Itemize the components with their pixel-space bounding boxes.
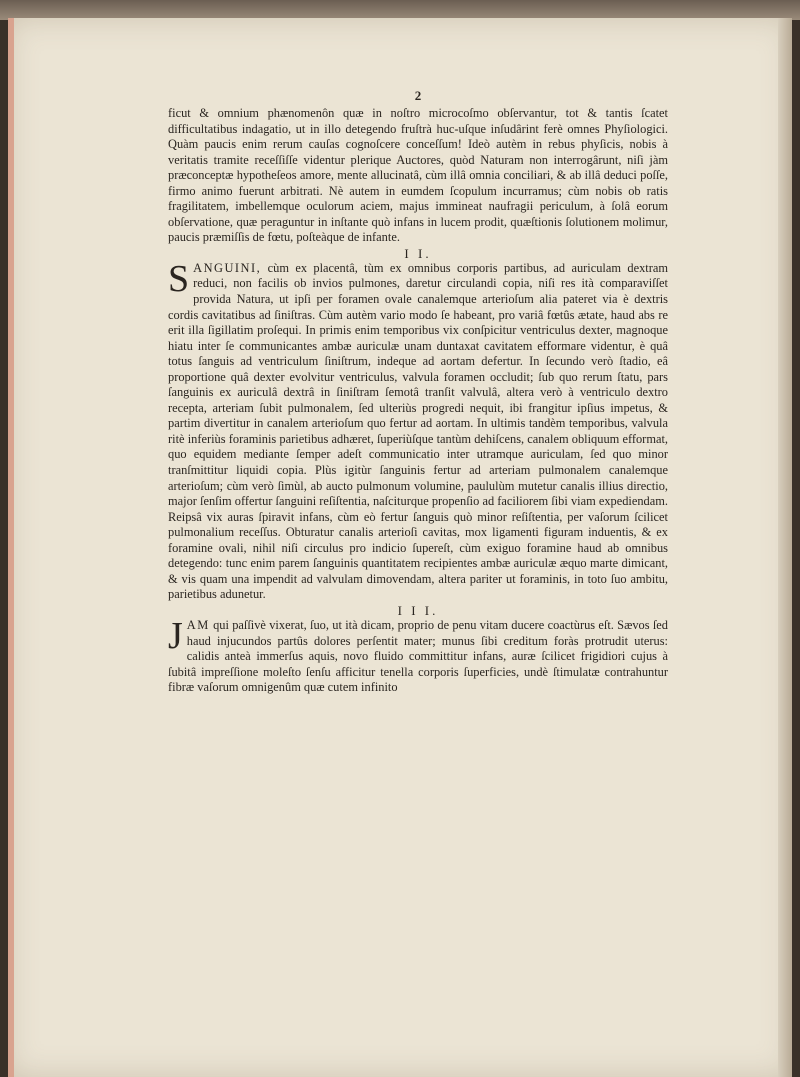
section-2-text: cùm ex placentâ, tùm ex omnibus corporis partibus, ad auriculam dextram reduci, non facilis ob invios pulmones, daretur circulandi copia, niſi res ità comparaviſſet provida Natura, ut ipſi per foramen ovale canalemque arterioſum alia pateret via è dextris cordis cavitatibus ad ſiniſtras. Cùm autèm vario modo ſe habeant, pro variâ fœtûs ætate, haud abs re erit illa ſigillatim proſequi. In primis enim temporibus vix conſpicitur ventriculus dexter, magnoque hiatu inter ſe communicantes ambæ auriculæ unam duntaxat cavitatem efformare videntur, è quâ totus ſanguis ad ventriculum ſiniſtrum, indeque ad aortam defertur. In ſecundo verò ſtadio, eâ proportione quâ dexter evolvitur ventriculus, valvula foramen occludit; ſub quo rerum ſtatu, pars ſanguinis ex auriculâ dextrâ in ſiniſtram ſemotâ tranſit valvulâ, altera verò à ventriculo dextro recepta, arteriam ſubit pulmonalem, ſed ulteriùs progredi nequit, ibi frangitur ipſius impetus, & partim divertitur in canalem arterioſum quo fertur ad aortam. In ultimis tandèm temporibus, valvula ritè inferiùs foraminis parietibus adhæret, ſuperiùſque tantùm dehiſcens, canalem obliquum efformat, quo equidem mediante ſemper adeſt communicatio inter utramque auriculam, ſed quo minor tranſmittitur liquidi copia. Plùs igitùr ſanguinis fertur ad arteriam pulmonalem canalemque arterioſum; cùm verò ſimùl, ab aucto pulmonum volumine, paululùm mutetur canalis illius directio, major ſenſim offertur ſanguini reſiſtentia, naſciturque propenſio ad faciliorem ſibi viam expediendam. Reipsâ vix auras ſpiravit infans, cùm eò fertur ſanguis quò minor reſiſtentia, per vaſorum ſcilicet pulmonalium receſſus. Obturatur canalis arterioſi cavitas, mox ligamenti figuram induentis, & ex foramine ovali, nihil niſi circulus pro indicio ſupereſt, cùm exiguo foramine haud ab omnibus detegendo: tunc enim parem ſanguinis quantitatem recipientes ambæ auriculæ æquo marte dimicant, & vis quam una impendit ad valvulam dimovendam, altera pariter ut foraminis, in toto ſuo ambitu, parietibus adunetur. <box>168 260 668 602</box>
section-3-paragraph <box>168 614 668 696</box>
page-left-edge <box>8 18 14 1077</box>
drop-cap-s: S <box>168 257 190 300</box>
page-right-edge <box>778 18 792 1077</box>
drop-cap-j: J <box>168 614 183 657</box>
section-2-paragraph <box>168 257 668 603</box>
book-binding-edge <box>0 0 800 20</box>
section-heading-3: I I I. <box>397 602 439 618</box>
book-page <box>8 18 792 1077</box>
section-2-first-word: ANGUINI, <box>193 260 262 275</box>
page-number: 2 <box>414 88 422 103</box>
intro-paragraph: ficut & omnium phænomenôn quæ in noſtro microcoſmo obſervantur, tot & tantis ſcatet difficultatibus indagatio, ut in illo detegendo fruſtrà huc-uſque inſudârint ferè omnes Phyſiologici. Quàm paucis enim rerum cauſas cognoſcere conceſſum! Ideò autèm in rebus phyſicis, nobis à veritatis tramite receſſiſſe videntur plerique Auctores, quòd Naturam non interrogârunt, niſi jàm præconceptæ hypotheſeos amore, mente allucinatâ, cùm illâ omnia conciliari, & ab illâ deduci poſſe, firmo animo fuerunt arbitrati. Nè autem in eumdem ſcopulum incurramus; cùm nobis ob ratis fragilitatem, imbellemque oculorum aciem, majus immineat naufragii periculum, à ſolâ eorum obſervatione, quæ peraguntur in inſtante quò infans in lucem prodit, quæſtionis ſolutionem molimur, paucis præmiſſis de fœtu, poſteàque de infante. <box>168 106 668 245</box>
text-block <box>168 88 668 696</box>
section-3-first-word: AM <box>186 617 210 632</box>
section-3-text: qui paſſivè vixerat, ſuo, ut ità dicam, proprio de penu vitam ducere coactùrus eſt. Sævos ſed haud injucundos partûs dolores perſentit mater; munus ſibi creditum foràs protrudit uterus: calidis anteà immerſus aquis, novo fluido committitur infans, auræ ſcilicet frigidiori cujus à ſubitâ impreſſione moleſto ſenſu afficitur tenella corporis ſuperficies, undè ſtimulatæ contrahuntur fibræ vaſorum omnigenûm quæ cutem infinito <box>168 617 668 695</box>
section-heading-2: I I. <box>404 245 432 261</box>
